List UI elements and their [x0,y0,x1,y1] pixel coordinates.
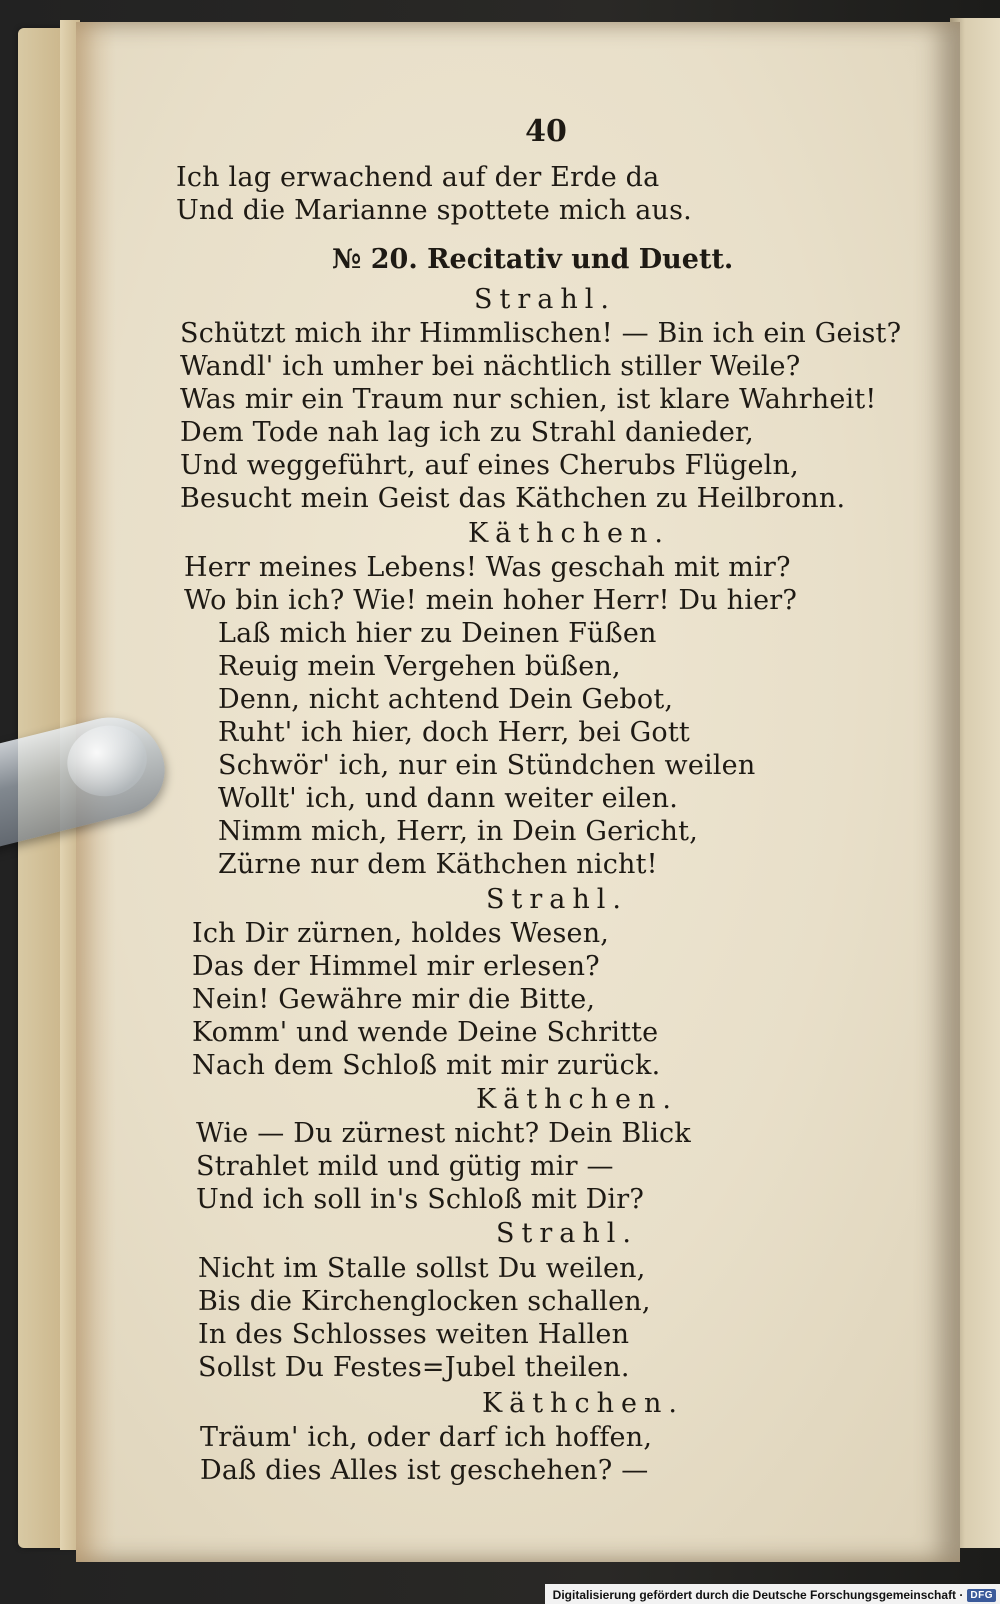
text-line: Wie — Du zürnest nicht? Dein Blick [196,1118,691,1149]
digitization-credit [545,1584,1000,1604]
speaker-name: Käthchen. [482,1388,684,1419]
text-line: Wandl' ich umher bei nächtlich stiller Weile? [180,351,801,382]
section-heading: № 20. Recitativ und Duett. [332,244,734,275]
text-line: Wo bin ich? Wie! mein hoher Herr! Du hier? [184,585,798,616]
text-line: Schützt mich ihr Himmlischen! — Bin ich ein Geist? [180,318,902,349]
speaker-name: Käthchen. [476,1084,678,1115]
text-line: Was mir ein Traum nur schien, ist klare Wahrheit! [180,384,877,415]
text-line: Und weggeführt, auf eines Cherubs Flügeln, [180,450,799,481]
speaker-name: Käthchen. [468,518,670,549]
text-line: Ich lag erwachend auf der Erde da [176,162,660,193]
thumb-highlight [60,717,155,804]
text-line: Wollt' ich, und dann weiter eilen. [218,783,679,814]
text-line: Nicht im Stalle sollst Du weilen, [198,1253,646,1284]
text-line: Nimm mich, Herr, in Dein Gericht, [218,816,698,847]
text-line: Und ich soll in's Schloß mit Dir? [196,1184,645,1215]
text-line: Besucht mein Geist das Käthchen zu Heilbronn. [180,483,846,514]
text-line: Bis die Kirchenglocken schallen, [198,1286,651,1317]
text-line: Nein! Gewähre mir die Bitte, [192,984,596,1015]
text-line: Schwör' ich, nur ein Stündchen weilen [218,750,756,781]
text-line: Laß mich hier zu Deinen Füßen [218,618,657,649]
speaker-name: Strahl. [486,884,628,915]
text-line: In des Schlosses weiten Hallen [198,1319,630,1350]
text-line: Und die Marianne spottete mich aus. [176,195,692,226]
text-line: Ruht' ich hier, doch Herr, bei Gott [218,717,690,748]
page-text [76,22,960,1562]
text-line: Denn, nicht achtend Dein Gebot, [218,684,674,715]
text-line: Reuig mein Vergehen büßen, [218,651,621,682]
text-line: Dem Tode nah lag ich zu Strahl danieder, [180,417,754,448]
text-line: Komm' und wende Deine Schritte [192,1017,659,1048]
text-line: Daß dies Alles ist geschehen? — [200,1455,649,1486]
credit-text: Digitalisierung gefördert durch die Deutsche Forschungsgemeinschaft · [552,1588,964,1602]
text-line: Herr meines Lebens! Was geschah mit mir? [184,552,791,583]
text-line: Sollst Du Festes=Jubel theilen. [198,1352,630,1383]
speaker-name: Strahl. [496,1218,638,1249]
text-line: Nach dem Schloß mit mir zurück. [192,1050,661,1081]
page-number: 40 [525,114,567,149]
book-page [76,22,960,1562]
text-line: Ich Dir zürnen, holdes Wesen, [192,918,610,949]
speaker-name: Strahl. [474,284,616,315]
dfg-logo: DFG [967,1589,996,1602]
text-line: Zürne nur dem Käthchen nicht! [218,849,658,880]
text-line: Träum' ich, oder darf ich hoffen, [200,1422,653,1453]
text-line: Das der Himmel mir erlesen? [192,951,600,982]
text-line: Strahlet mild und gütig mir — [196,1151,614,1182]
